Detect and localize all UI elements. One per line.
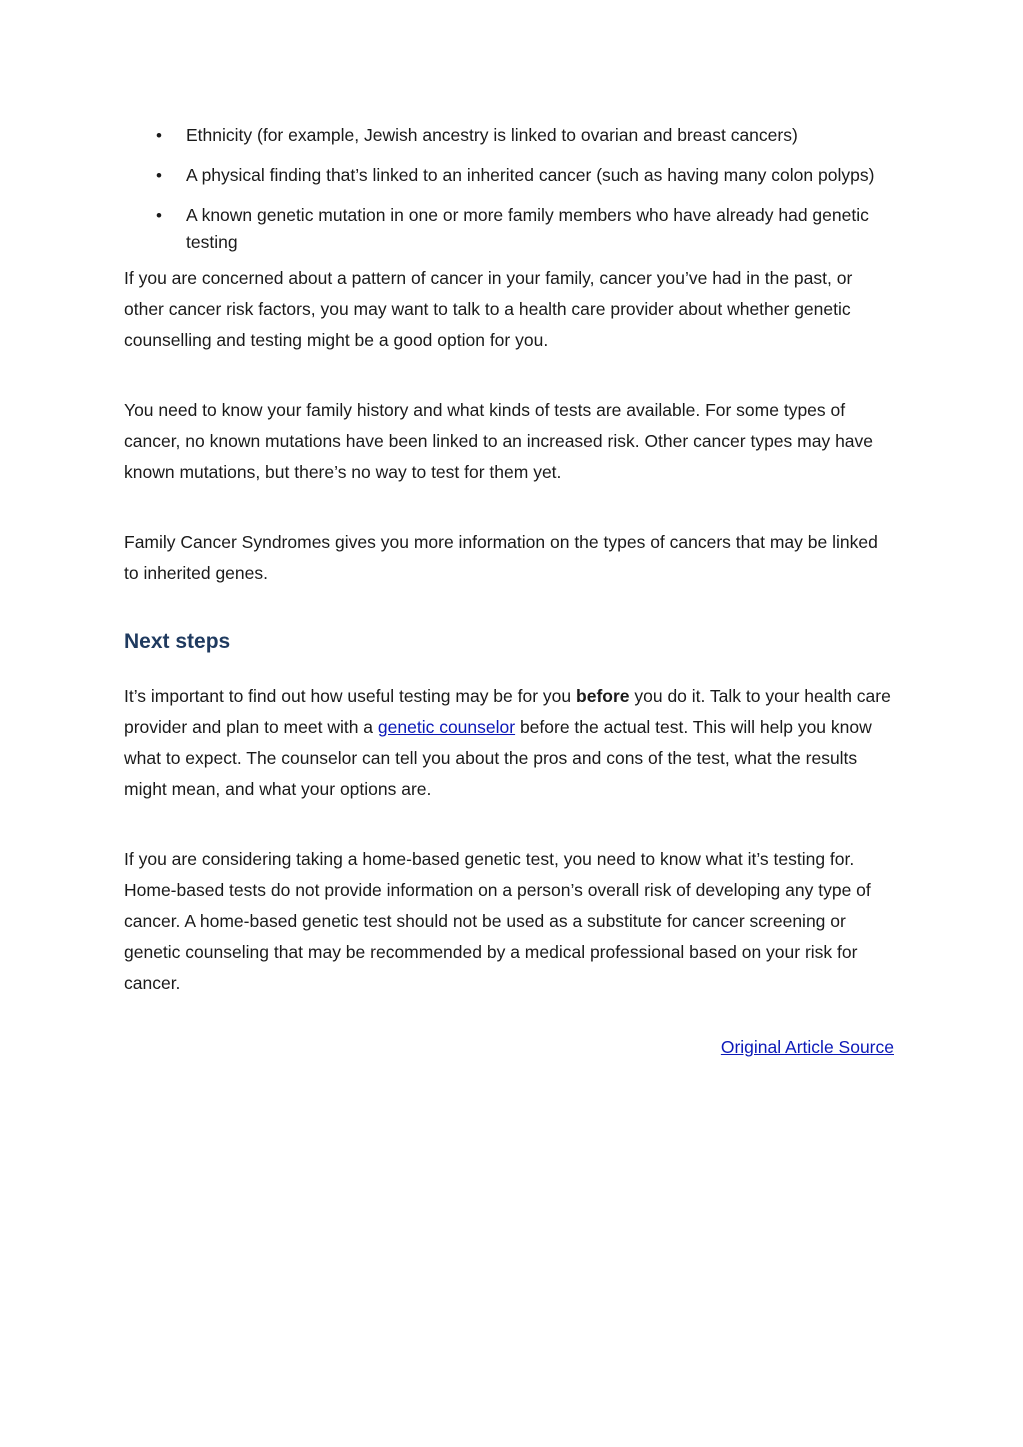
bullet-icon: • <box>156 206 162 225</box>
bullet-icon: • <box>156 166 162 185</box>
list-item-text: A physical finding that’s linked to an inherited cancer (such as having many colon polyps) <box>186 165 875 185</box>
section-heading-next-steps: Next steps <box>124 630 231 653</box>
paragraph-family-history: You need to know your family history and what kinds of tests are available. For some types of cancer, no known mutations have been linked to an increased risk. Other cancer types may have known mutations, but there’s no way to test for them yet. <box>124 400 874 482</box>
bold-text: before <box>576 686 630 706</box>
list-item-text: Ethnicity (for example, Jewish ancestry is linked to ovarian and breast cancers) <box>186 125 798 145</box>
paragraph-family-syndromes: Family Cancer Syndromes gives you more information on the types of cancers that may be linked to inherited genes. <box>124 532 878 583</box>
original-article-source-link[interactable]: Original Article Source <box>720 1037 894 1057</box>
list-item-text: A known genetic mutation in one or more family members who have already had genetic testing <box>186 205 869 252</box>
paragraph-text: It’s important to find out how useful testing may be for you <box>124 686 577 706</box>
bullet-icon: • <box>156 126 162 145</box>
bullet-list <box>124 122 894 256</box>
list-item <box>124 202 894 256</box>
paragraph-text: you do it. Talk to your health care provider and plan to meet with a <box>124 686 891 737</box>
paragraph-text: before the actual test. This will help you know what to expect. The counselor can tell you about the pros and cons of the test, what the results might mean, and what your options are. <box>124 717 872 799</box>
paragraph-family-concern: If you are concerned about a pattern of cancer in your family, cancer you’ve had in the past, or other cancer risk factors, you may want to talk to a health care provider about whether genetic counselling and testing might be a good option for you. <box>124 268 853 350</box>
source-row <box>124 1034 894 1061</box>
genetic-counselor-link[interactable]: genetic counselor <box>377 717 516 737</box>
paragraph-testing-advice <box>124 681 894 805</box>
paragraph-home-test: If you are considering taking a home-based genetic test, you need to know what it’s testing for. Home-based tests do not provide information on a person’s overall risk of developing any type of cancer. A home-based genetic test should not be used as a substitute for cancer screening or genetic counseling that may be recommended by a medical professional based on your risk for cancer. <box>124 849 871 993</box>
list-item <box>124 162 894 189</box>
list-item <box>124 122 894 149</box>
document-page <box>124 122 894 1061</box>
